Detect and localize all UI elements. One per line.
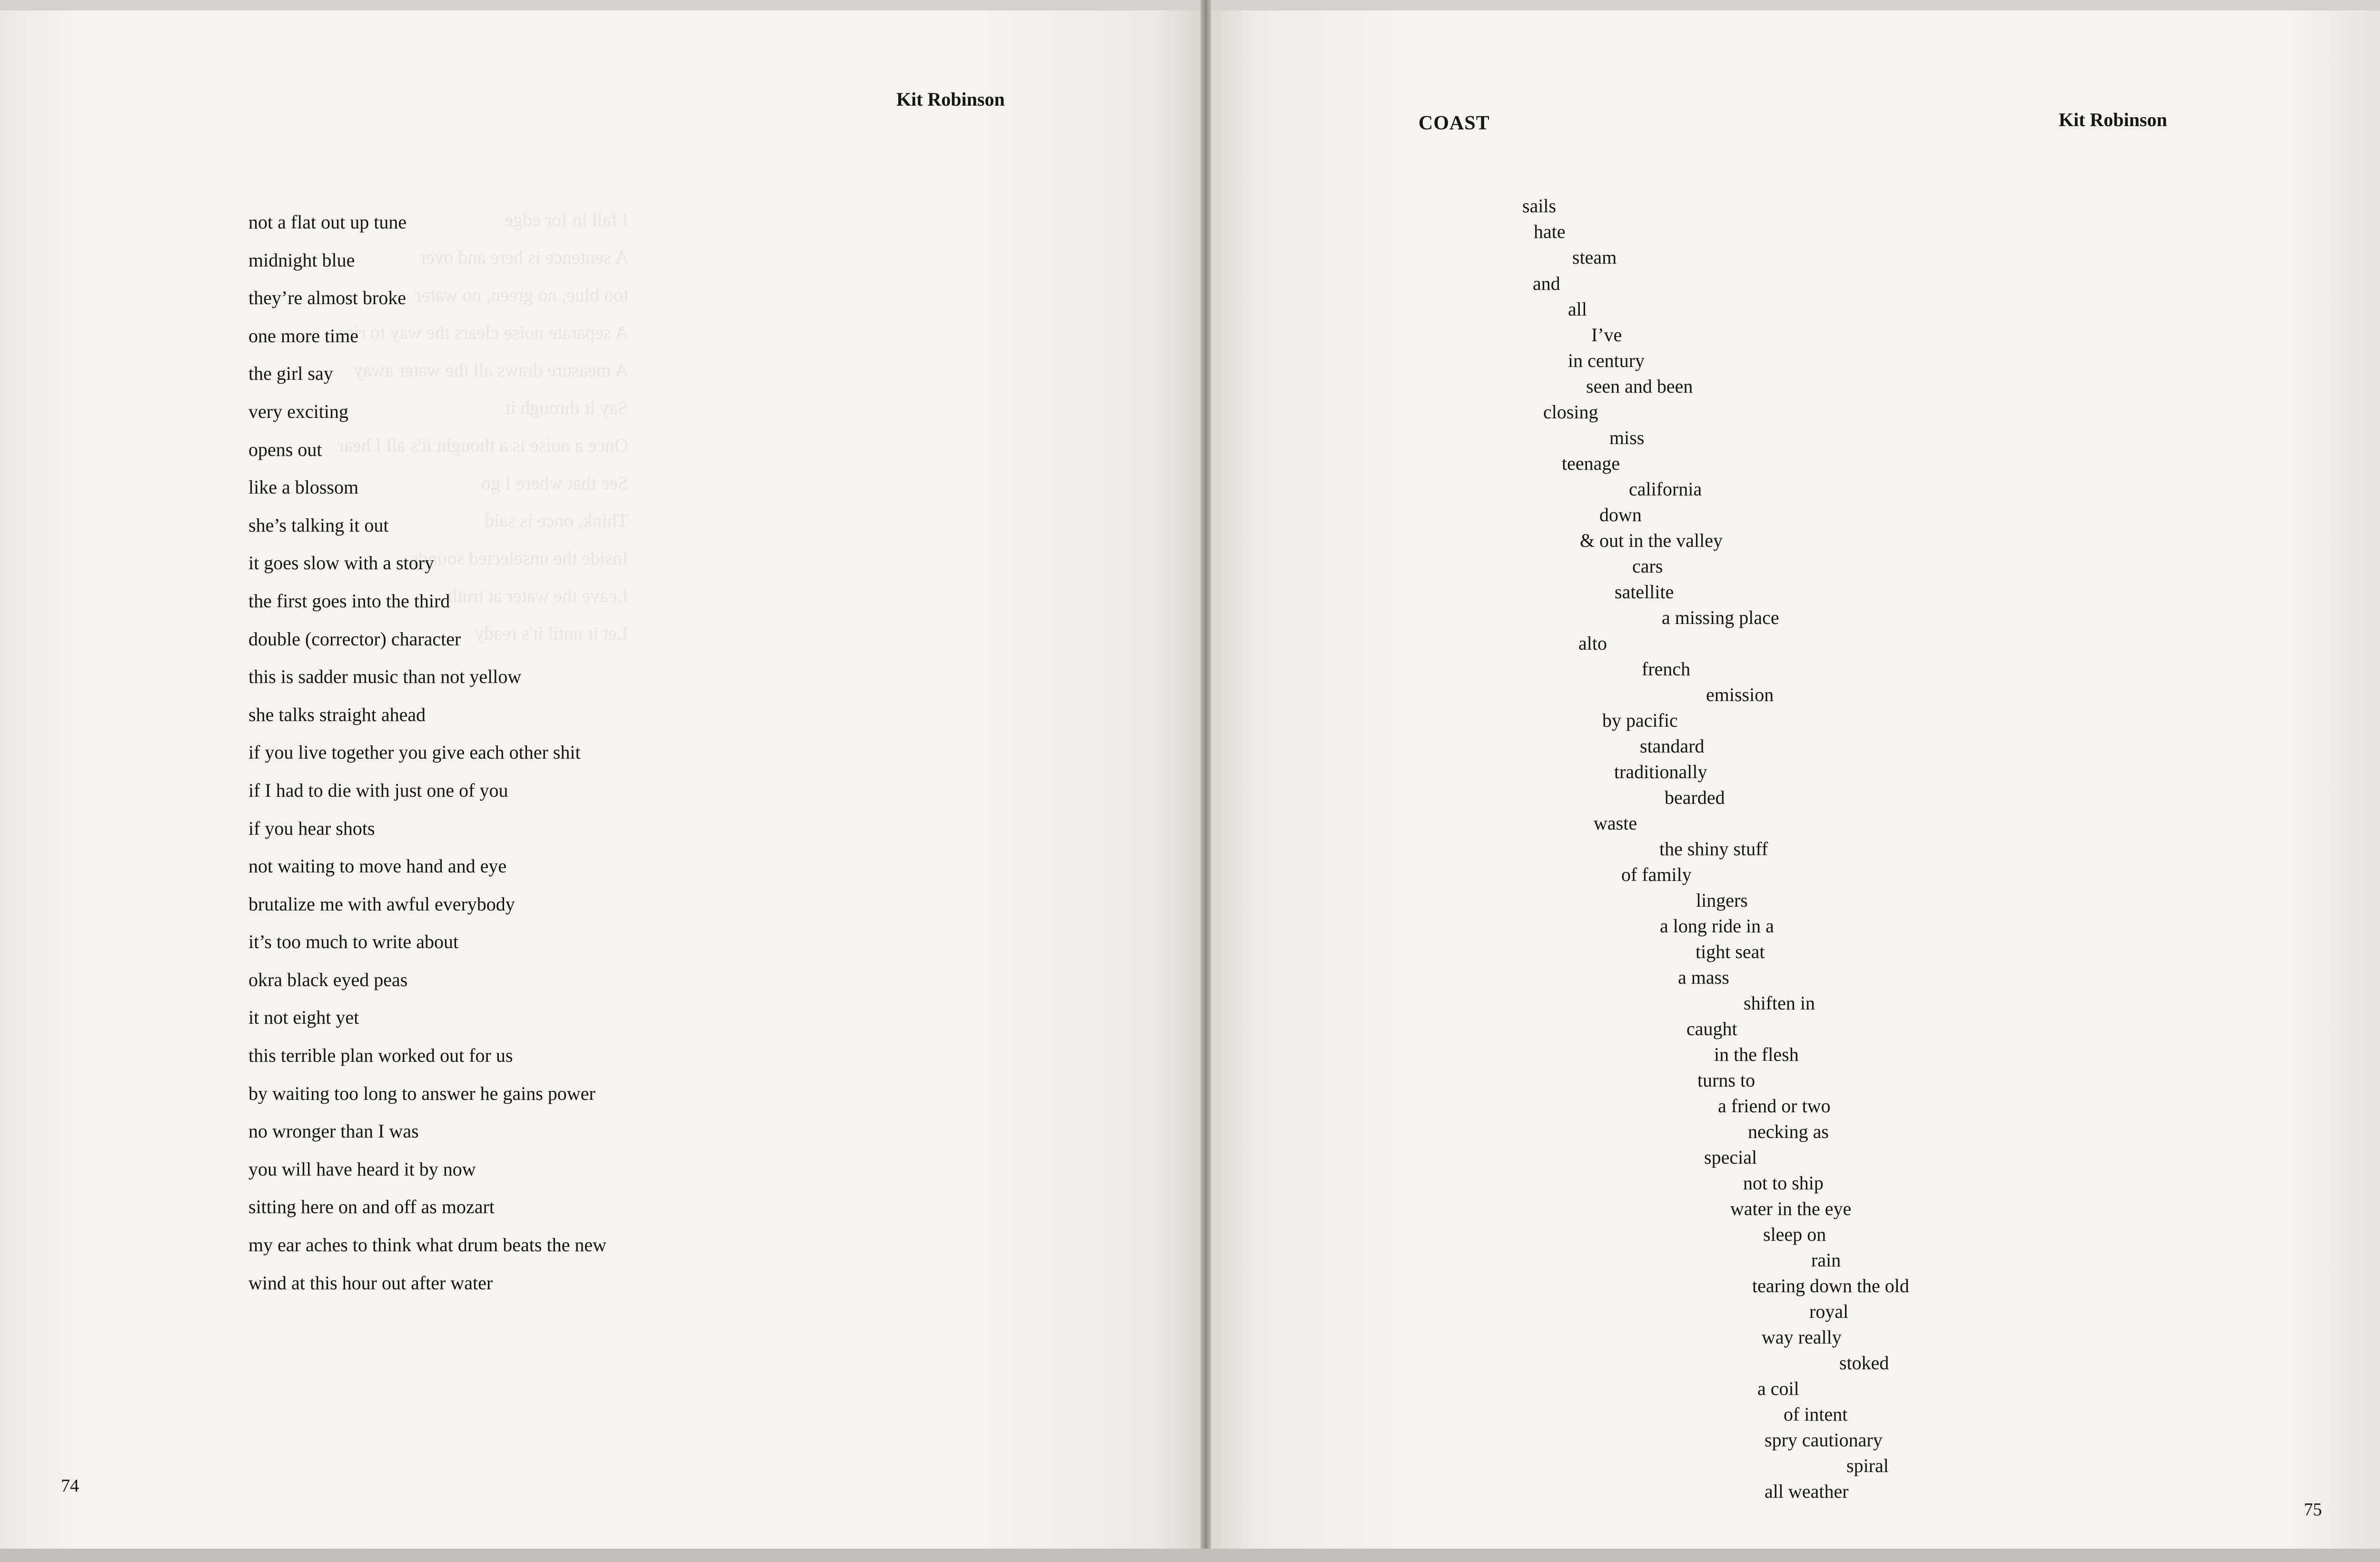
poem-line: the girl say xyxy=(248,363,333,385)
poem-lines xyxy=(248,203,606,1302)
poem-line: caught xyxy=(1686,1018,1737,1039)
poem-line: down xyxy=(1599,504,1642,525)
poem-line: french xyxy=(1642,658,1691,680)
scan-bottom-edge xyxy=(0,1549,2380,1562)
poem-line: not a flat out up tune xyxy=(248,211,407,233)
poem-line: in the flesh xyxy=(1714,1044,1799,1065)
page-number: 74 xyxy=(61,1476,79,1496)
poem-line: hate xyxy=(1534,221,1566,242)
poem-line: brutalize me with awful everybody xyxy=(248,893,515,915)
left-page xyxy=(0,10,1204,1549)
poem-line: steam xyxy=(1572,247,1617,268)
poem-line: & out in the valley xyxy=(1580,530,1723,551)
poem-line: like a blossom xyxy=(248,476,359,498)
poem-line: bearded xyxy=(1665,787,1725,808)
poem-line: if you hear shots xyxy=(248,817,375,839)
poem-line: spry cautionary xyxy=(1765,1429,1883,1451)
poem-line: cars xyxy=(1632,555,1663,577)
poem-line: a friend or two xyxy=(1718,1095,1831,1117)
poem-line: this terrible plan worked out for us xyxy=(248,1045,513,1067)
poem-line: lingers xyxy=(1696,890,1748,911)
poem-line: water in the eye xyxy=(1730,1198,1852,1219)
poem-line: a mass xyxy=(1678,967,1729,988)
poem-line: if you live together you give each other shit xyxy=(248,741,581,763)
poem-line: all weather xyxy=(1765,1481,1849,1502)
poem-line: by pacific xyxy=(1602,710,1678,731)
poem-line: one more time xyxy=(248,325,359,346)
poem-line: alto xyxy=(1578,633,1607,654)
poem-line: spiral xyxy=(1846,1455,1889,1476)
right-page xyxy=(1207,10,2380,1549)
author-name: Kit Robinson xyxy=(2059,109,2167,130)
poem-line: standard xyxy=(1640,735,1705,757)
poem-line: okra black eyed peas xyxy=(248,969,408,990)
poem-line: she talks straight ahead xyxy=(248,703,426,725)
poem-line: a long ride in a xyxy=(1660,915,1774,937)
poem-line: seen and been xyxy=(1586,376,1693,397)
poem-line: tearing down the old xyxy=(1752,1275,1909,1296)
poem-line: you will have heard it by now xyxy=(248,1158,476,1180)
poem-line: stoked xyxy=(1839,1352,1889,1374)
book-gutter xyxy=(1200,0,1211,1562)
author-name: Kit Robinson xyxy=(896,89,1005,110)
poem-line: not waiting to move hand and eye xyxy=(248,855,507,877)
poem-line: a missing place xyxy=(1662,607,1779,628)
poem-line: by waiting too long to answer he gains power xyxy=(248,1082,595,1104)
poem-line: teenage xyxy=(1562,453,1620,474)
poem-line: it goes slow with a story xyxy=(248,552,434,574)
poem-line: shiften in xyxy=(1744,992,1815,1014)
poem-line: no wronger than I was xyxy=(248,1120,419,1142)
poem-line: royal xyxy=(1809,1301,1849,1322)
poem-line: traditionally xyxy=(1614,761,1707,782)
poem-line: and xyxy=(1533,273,1560,294)
poem-line: they’re almost broke xyxy=(248,287,406,309)
poem-line: double (corrector) character xyxy=(248,628,461,650)
poem-title: COAST xyxy=(1418,112,1490,134)
poem-line: I’ve xyxy=(1591,324,1622,346)
poem-line: it’s too much to write about xyxy=(248,931,459,953)
poem-line: satellite xyxy=(1615,581,1674,603)
poem-line: waste xyxy=(1594,812,1637,834)
show-through-text: I fall in for edge A sentence is here and over too blue, no green, no water A separate noise clears the way to rise A measure draws all the water away Say it through it Once a noise is a thought it's all I hear See that where I go Think, once is said Inside the unselected sounds Leave the water at truth Let it until it's ready xyxy=(337,209,628,644)
poem-line: miss xyxy=(1609,427,1645,448)
poem-line: it not eight yet xyxy=(248,1007,359,1028)
poem-line: rain xyxy=(1811,1249,1841,1271)
poem-line: sitting here on and off as mozart xyxy=(248,1196,495,1218)
poem-line: very exciting xyxy=(248,400,348,422)
poem-line: wind at this hour out after water xyxy=(248,1272,493,1294)
poem-line: way really xyxy=(1762,1326,1842,1348)
poem-line: in century xyxy=(1568,350,1645,371)
poem-line: of intent xyxy=(1784,1404,1848,1425)
poem-line: not to ship xyxy=(1743,1172,1824,1194)
poem-line: of family xyxy=(1621,864,1692,885)
poem-line: midnight blue xyxy=(248,249,355,271)
poem-line: special xyxy=(1704,1147,1757,1168)
poem-line: tight seat xyxy=(1696,941,1765,962)
poem-line: the shiny stuff xyxy=(1659,838,1768,860)
poem-line: my ear aches to think what drum beats the new xyxy=(248,1234,606,1256)
poem-line: opens out xyxy=(248,438,322,460)
poem-line: necking as xyxy=(1748,1121,1829,1142)
poem-line: california xyxy=(1629,478,1702,500)
poem-line: all xyxy=(1568,298,1587,320)
poem-line: if I had to die with just one of you xyxy=(248,779,508,801)
poem-line: a coil xyxy=(1757,1378,1799,1399)
poem-line: emission xyxy=(1706,684,1774,705)
page-number: 75 xyxy=(2304,1500,2322,1520)
poem-line: sleep on xyxy=(1763,1224,1826,1245)
poem-line: this is sadder music than not yellow xyxy=(248,666,522,688)
poem-line: the first goes into the third xyxy=(248,590,450,612)
poem-line: sails xyxy=(1522,195,1557,217)
poem-line: she’s talking it out xyxy=(248,514,389,536)
poem-line: closing xyxy=(1543,401,1598,423)
poem-line: turns to xyxy=(1697,1069,1755,1091)
